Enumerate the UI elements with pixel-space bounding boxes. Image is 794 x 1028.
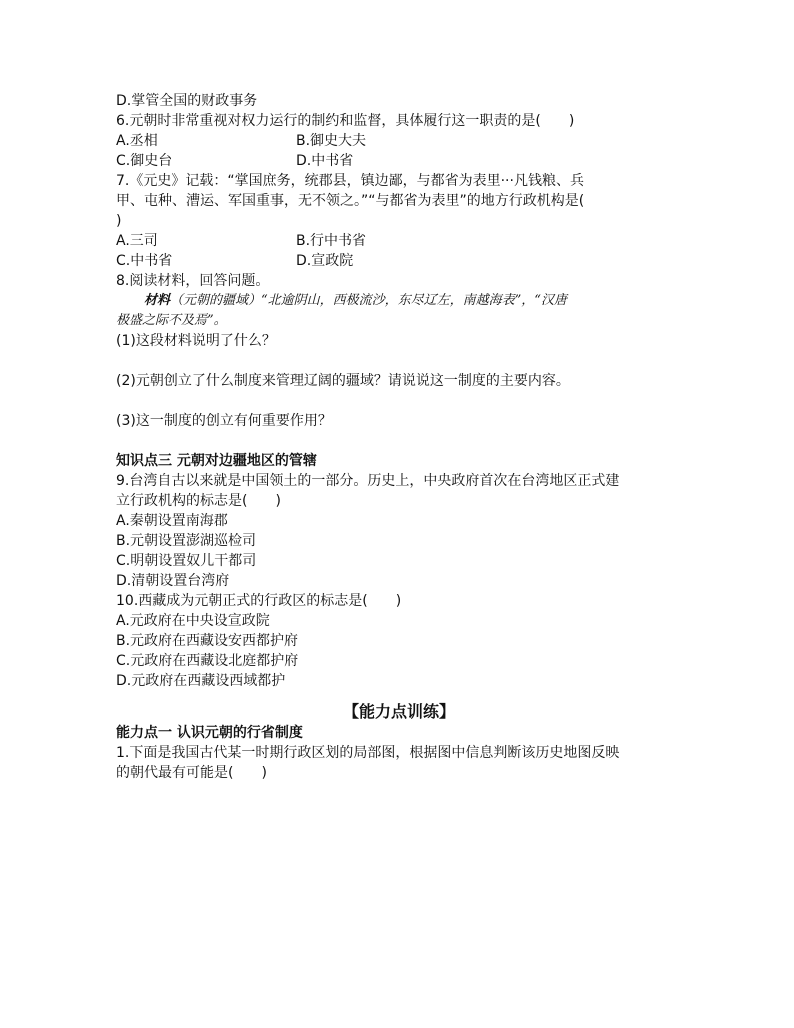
q10-option-a[interactable]: A.元政府在中央设宣政院 bbox=[116, 613, 270, 629]
q10-option-b[interactable]: B.元政府在西藏设安西都护府 bbox=[116, 633, 299, 649]
q6-stem: 6.元朝时非常重视对权力运行的制约和监督，具体履行这一职责的是( ) bbox=[116, 113, 575, 129]
q9-option-a[interactable]: A.秦朝设置南海郡 bbox=[116, 513, 228, 529]
training-q1-line2: 的朝代最有可能是( ) bbox=[116, 765, 267, 781]
training-q1-line1: 1.下面是我国古代某一时期行政区划的局部图，根据图中信息判断该历史地图反映 bbox=[116, 745, 620, 761]
q7-option-b[interactable]: B.行中书省 bbox=[296, 233, 367, 249]
q7-stem-line3: ) bbox=[116, 213, 122, 229]
q10-option-c[interactable]: C.元政府在西藏设北庭都护府 bbox=[116, 653, 299, 669]
q6-option-a[interactable]: A.丞相 bbox=[116, 133, 158, 149]
q7-stem-line2: 甲、屯种、漕运、军国重事，无不领之。”“与都省为表里”的地方行政机构是( bbox=[116, 193, 585, 209]
q7-option-c[interactable]: C.中书省 bbox=[116, 253, 173, 269]
answer-space[interactable] bbox=[116, 391, 682, 411]
worksheet-page bbox=[116, 91, 682, 783]
q5-option-d: D.掌管全国的财政事务 bbox=[116, 93, 258, 109]
answer-space[interactable] bbox=[116, 351, 682, 371]
q6-option-b[interactable]: B.御史大夫 bbox=[296, 133, 367, 149]
q7-option-d[interactable]: D.宣政院 bbox=[296, 253, 354, 269]
q8-material bbox=[116, 291, 682, 331]
q9-stem-line2: 立行政机构的标志是( ) bbox=[116, 493, 281, 509]
material-label: 材料 bbox=[144, 293, 171, 308]
q6-options-row2 bbox=[116, 151, 682, 171]
q8-stem: 8.阅读材料，回答问题。 bbox=[116, 273, 270, 289]
q8-sub1: (1)这段材料说明了什么？ bbox=[116, 333, 276, 349]
q9-option-d[interactable]: D.清朝设置台湾府 bbox=[116, 573, 230, 589]
q10-option-d[interactable]: D.元政府在西藏设西域都护 bbox=[116, 673, 286, 689]
training-title: 【能力点训练】 bbox=[342, 702, 455, 721]
q8-sub2: (2)元朝创立了什么制度来管理辽阔的疆域？请说说这一制度的主要内容。 bbox=[116, 373, 570, 389]
q7-options-row2 bbox=[116, 251, 682, 271]
q7-option-a[interactable]: A.三司 bbox=[116, 233, 158, 249]
q6-options-row1 bbox=[116, 131, 682, 151]
q6-option-c[interactable]: C.御史台 bbox=[116, 153, 173, 169]
q9-option-b[interactable]: B.元朝设置澎湖巡检司 bbox=[116, 533, 257, 549]
q9-option-c[interactable]: C.明朝设置奴儿干都司 bbox=[116, 553, 257, 569]
section3-heading: 知识点三 元朝对边疆地区的管辖 bbox=[116, 453, 317, 469]
ability-point1-heading: 能力点一 认识元朝的行省制度 bbox=[116, 725, 303, 741]
q9-stem-line1: 9.台湾自古以来就是中国领土的一部分。历史上，中央政府首次在台湾地区正式建 bbox=[116, 473, 620, 489]
answer-space[interactable] bbox=[116, 431, 682, 451]
material-line2: 极盛之际不及焉”。 bbox=[116, 313, 227, 328]
q10-stem: 10.西藏成为元朝正式的行政区的标志是( ) bbox=[116, 593, 402, 609]
q6-option-d[interactable]: D.中书省 bbox=[296, 153, 354, 169]
material-line1: （元朝的疆域）“北逾阴山，西极流沙，东尽辽左，南越海表”，“汉唐 bbox=[170, 293, 567, 308]
q7-stem-line1: 7.《元史》记载：“掌国庶务，统郡县，镇边鄙，与都省为表里···凡钱粮、兵 bbox=[116, 173, 584, 189]
q7-options-row1 bbox=[116, 231, 682, 251]
q8-sub3: (3)这一制度的创立有何重要作用？ bbox=[116, 413, 332, 429]
